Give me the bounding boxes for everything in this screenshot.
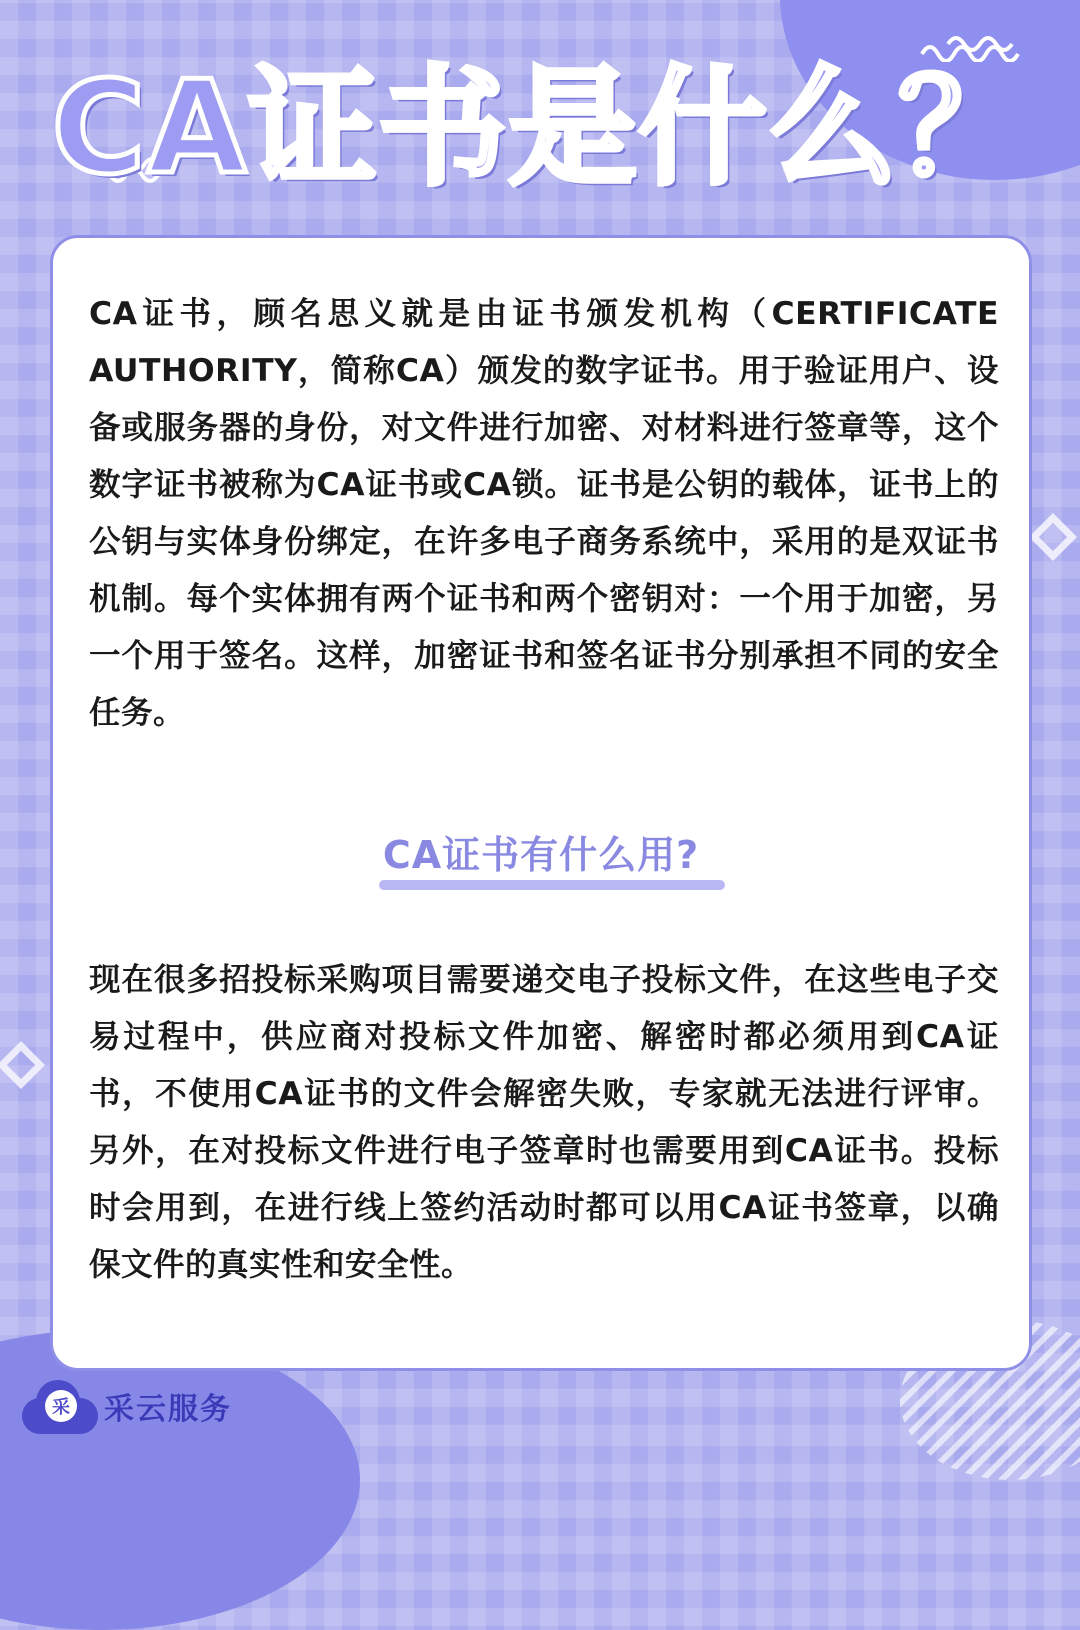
content-card [50, 235, 1032, 1371]
usage-paragraph: 现在很多招投标采购项目需要递交电子投标文件，在这些电子交易过程中，供应商对投标文件加密、解密时都必须用到CA证书，不使用CA证书的文件会解密失败，专家就无法进行评审。另外，在对投标文件进行电子签章时也需要用到CA证书。投标时会用到，在进行线上签约活动时都可以用CA证书签章，以确保文件的真实性和安全性。 [89, 962, 999, 1283]
page-title: CA证书是什么？ [51, 54, 1029, 203]
intro-paragraph: CA证书，顾名思义就是由证书颁发机构（CERTIFICATE AUTHORITY，简称CA）颁发的数字证书。用于验证用户、设备或服务器的身份，对文件进行加密、对材料进行签章等，这个数字证书被称为CA证书或CA锁。证书是公钥的载体，证书上的公钥与实体身份绑定，在许多电子商务系统中，采用的是双证书机制。每个实体拥有两个证书和两个密钥对：一个用于加密，另一个用于签名。这样，加密证书和签名证书分别承担不同的安全任务。 [89, 296, 999, 731]
logo-mark: 采 [45, 1390, 77, 1422]
cloud-logo-icon [22, 1376, 98, 1436]
diamond-decoration-icon [1029, 513, 1077, 561]
brand-logo [22, 1374, 232, 1438]
diamond-decoration-icon [0, 1041, 45, 1089]
brand-name: 采云服务 [104, 1392, 232, 1427]
subheading-container [53, 824, 1029, 879]
subheading-underline [379, 880, 725, 890]
subheading: CA证书有什么用? [382, 833, 700, 877]
